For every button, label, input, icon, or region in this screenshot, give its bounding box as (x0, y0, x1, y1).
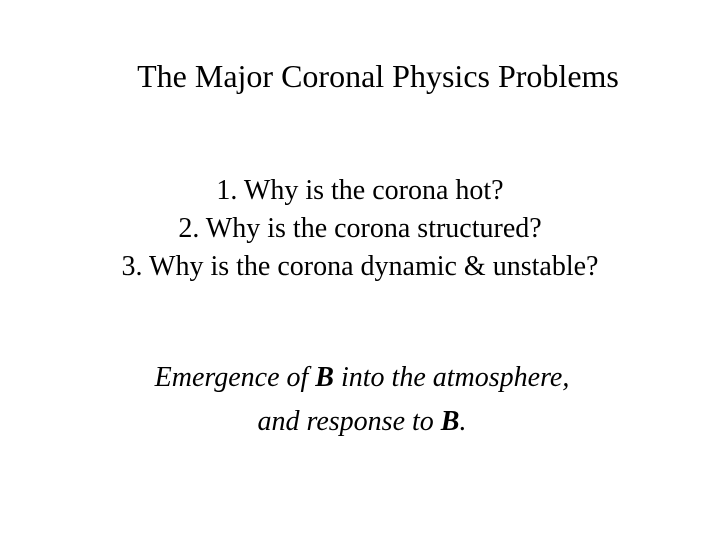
problem-item-1: 1. Why is the corona hot? (216, 175, 504, 206)
magnetic-field-symbol: B (315, 362, 334, 393)
conclusion-line-1-text-a: Emergence of (154, 362, 316, 393)
conclusion-line-2-text-b: . (459, 406, 467, 437)
conclusion-line-1-text-b: into the atmosphere, (333, 362, 570, 393)
magnetic-field-symbol: B (440, 406, 460, 437)
conclusion-line-1 (0, 356, 720, 400)
slide-title: The Major Coronal Physics Problems (137, 58, 619, 94)
problem-item-3: 3. Why is the corona dynamic & unstable? (121, 251, 599, 282)
problem-item-2: 2. Why is the corona structured? (178, 213, 542, 244)
conclusion-line-2-text-a: and response to (257, 406, 441, 437)
problem-list (0, 172, 720, 286)
conclusion-line-2 (0, 400, 720, 444)
conclusion-text (0, 356, 720, 444)
